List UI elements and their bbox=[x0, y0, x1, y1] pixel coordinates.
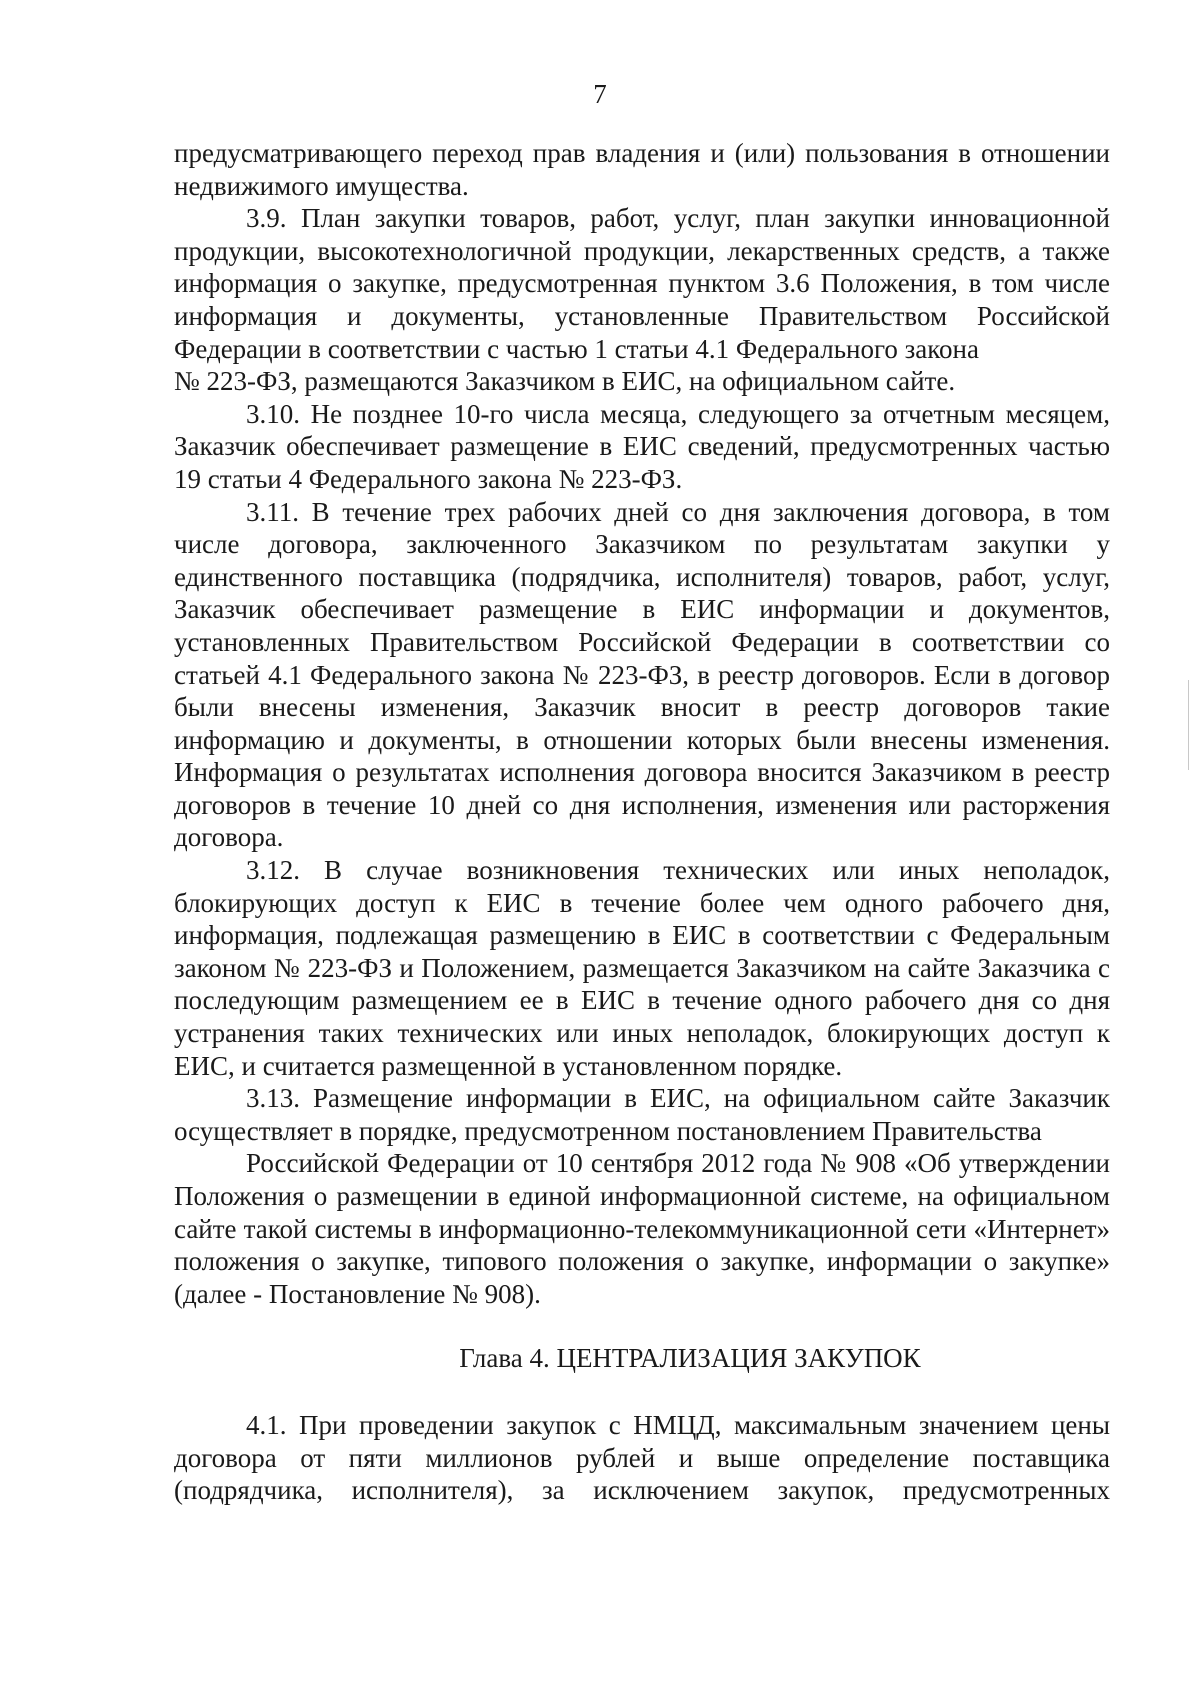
paragraph-3-13-continuation: Российской Федерации от 10 сентября 2012 года № 908 «Об утверждении Положения о размещении в единой информационной системе, на официальном сайте такой системы в информационно-телекоммуникационной сети «Интернет» положения о закупке, типового положения о закупке, информации о закупке» (далее - Постановление № 908). bbox=[174, 1148, 1110, 1309]
paragraph-3-12: 3.12. В случае возникновения технических или иных неполадок, блокирующих доступ к ЕИС в течение более чем одного рабочего дня, информация, подлежащая размещению в ЕИС в соответствии с Федеральным законом № 223-ФЗ и Положением, размещается Заказчиком на сайте Заказчика с последующим размещением ее в ЕИС в течение одного рабочего дня со дня устранения таких технических или иных неполадок, блокирующих доступ к ЕИС, и считается размещенной в установленном порядке. bbox=[174, 855, 1110, 1081]
paragraph-continuation: предусматривающего переход прав владения и (или) пользования в отношении недвижимого имущества. bbox=[174, 138, 1110, 201]
page-number: 7 bbox=[593, 79, 607, 109]
chapter-heading: Глава 4. ЦЕНТРАЛИЗАЦИЯ ЗАКУПОК bbox=[459, 1343, 921, 1374]
paragraph-3-10: 3.10. Не позднее 10-го числа месяца, следующего за отчетным месяцем, Заказчик обеспечивает размещение в ЕИС сведений, предусмотренных частью 19 статьи 4 Федерального закона № 223-ФЗ. bbox=[174, 398, 1110, 494]
document-body bbox=[174, 137, 1110, 1507]
paragraph-3-9-continuation: № 223-ФЗ, размещаются Заказчиком в ЕИС, на официальном сайте. bbox=[174, 366, 956, 397]
paragraph-3-13: 3.13. Размещение информации в ЕИС, на официальном сайте Заказчик осуществляет в порядке, предусмотренном постановлением Правительства bbox=[174, 1083, 1110, 1146]
paragraph-3-9: 3.9. План закупки товаров, работ, услуг, план закупки инновационной продукции, высокотехнологичной продукции, лекарственных средств, а также информация о закупке, предусмотренная пунктом 3.6 Положения, в том числе информация и документы, установленные Правительством Российской Федерации в соответствии с частью 1 статьи 4.1 Федерального закона bbox=[174, 203, 1110, 364]
paragraph-4-1: 4.1. При проведении закупок с НМЦД, максимальным значением цены договора от пяти миллионов рублей и выше определение поставщика (подрядчика, исполнителя), за исключением закупок, предусмотренных bbox=[174, 1409, 1110, 1506]
scan-edge-mark bbox=[1188, 680, 1189, 770]
paragraph-3-11: 3.11. В течение трех рабочих дней со дня заключения договора, в том числе договора, заключенного Заказчиком по результатам закупки у единственного поставщика (подрядчика, исполнителя) товаров, работ, услуг, Заказчик обеспечивает размещение в ЕИС информации и документов, установленных Правительством Российской Федерации в соответствии со статьей 4.1 Федерального закона № 223-ФЗ, в реестр договоров. Если в договор были внесены изменения, Заказчик вносит в реестр договоров такие информацию и документы, в отношении которых были внесены изменения. Информация о результатах исполнения договора вносится Заказчиком в реестр договоров в течение 10 дней со дня исполнения, изменения или расторжения договора. bbox=[174, 496, 1110, 853]
